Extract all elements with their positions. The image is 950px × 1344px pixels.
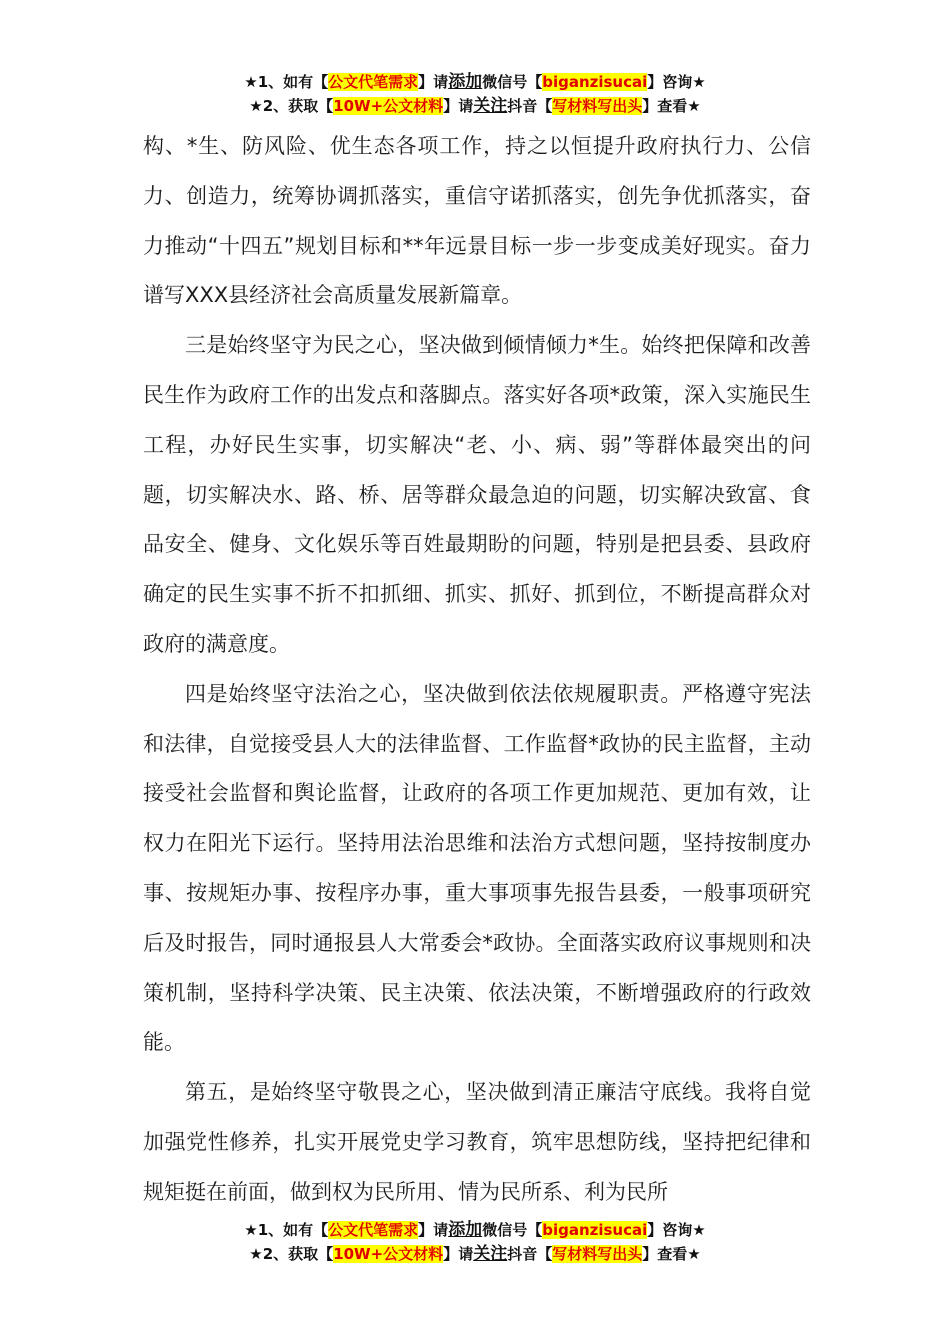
highlight-douyin-account: 写材料写出头 [552, 97, 643, 115]
banner-text: 】咨询★ [647, 73, 706, 91]
underlined-text: 关注 [473, 96, 508, 116]
banner-text: 】咨询★ [647, 1221, 706, 1239]
banner-text: ★1、如有【 [244, 73, 329, 91]
paragraph: 第五，是始终坚守敬畏之心，坚决做到清正廉洁守底线。我将自觉加强党性修养，扎实开展党史学习教育，筑牢思想防线，坚持把纪律和规矩挺在前面，做到权为民所用、情为民所系、利为民所 [143, 1080, 811, 1204]
underlined-text: 关注 [473, 1244, 508, 1264]
underlined-text: 添加 [448, 72, 483, 92]
banner-text: 抖音【 [507, 97, 553, 115]
header-banner [0, 70, 950, 118]
banner-text: ★2、获取【 [249, 97, 334, 115]
banner-text: 】请 [443, 1245, 474, 1263]
highlight-wechat-id: biganzisucai [542, 73, 648, 91]
paragraph: 构、*生、防风险、优生态各项工作，持之以恒提升政府执行力、公信力、创造力，统筹协调抓落实，重信守诺抓落实，创先争优抓落实，奋力推动“十四五”规划目标和**年远景目标一步一步变成美好现实。奋力谱写XXX县经济社会高质量发展新篇章。 [143, 134, 811, 308]
paragraph: 四是始终坚守法治之心，坚决做到依法依规履职责。严格遵守宪法和法律，自觉接受县人大的法律监督、工作监督*政协的民主监督，主动接受社会监督和舆论监督，让政府的各项工作更加规范、更加有效，让权力在阳光下运行。坚持用法治思维和法治方式想问题，坚持按制度办事、按规矩办事、按程序办事，重大事项事先报告县委，一般事项研究后及时报告，同时通报县人大常委会*政协。全面落实政府议事规则和决策机制，坚持科学决策、民主决策、依法决策，不断增强政府的行政效能。 [143, 681, 811, 1055]
banner-text: 】请 [418, 1221, 449, 1239]
banner-text: 微信号【 [482, 1221, 543, 1239]
document-body [143, 122, 811, 1218]
highlight-service: 公文代笔需求 [328, 73, 419, 91]
banner-text: 】请 [443, 97, 474, 115]
underlined-text: 添加 [448, 1220, 483, 1240]
highlight-materials: 10W+公文材料 [333, 97, 444, 115]
banner-line-2 [0, 1242, 950, 1266]
banner-line-1 [0, 1218, 950, 1242]
paragraph: 三是始终坚守为民之心，坚决做到倾情倾力*生。始终把保障和改善民生作为政府工作的出发点和落脚点。落实好各项*政策，深入实施民生工程，办好民生实事，切实解决“老、小、病、弱”等群体最突出的问题，切实解决水、路、桥、居等群众最急迫的问题，切实解决致富、食品安全、健身、文化娱乐等百姓最期盼的问题，特别是把县委、县政府确定的民生实事不折不扣抓细、抓实、抓好、抓到位，不断提高群众对政府的满意度。 [143, 333, 811, 656]
banner-text: 】请 [418, 73, 449, 91]
banner-line-2 [0, 94, 950, 118]
banner-text: ★1、如有【 [244, 1221, 329, 1239]
banner-text: 微信号【 [482, 73, 543, 91]
banner-line-1 [0, 70, 950, 94]
highlight-service: 公文代笔需求 [328, 1221, 419, 1239]
banner-text: 】查看★ [642, 1245, 701, 1263]
highlight-materials: 10W+公文材料 [333, 1245, 444, 1263]
highlight-wechat-id: biganzisucai [542, 1221, 648, 1239]
banner-text: ★2、获取【 [249, 1245, 334, 1263]
banner-text: 抖音【 [507, 1245, 553, 1263]
footer-banner [0, 1218, 950, 1266]
banner-text: 】查看★ [642, 97, 701, 115]
highlight-douyin-account: 写材料写出头 [552, 1245, 643, 1263]
